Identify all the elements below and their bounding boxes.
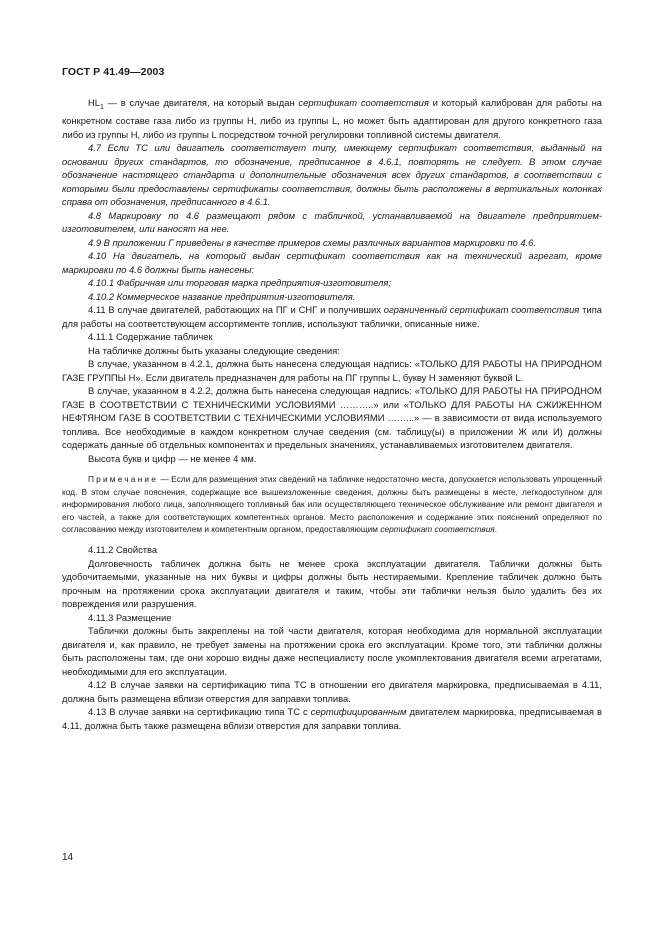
paragraph-text: — в случае двигателя, на который выдан bbox=[103, 97, 299, 108]
italic-term: сертификат соответствия bbox=[298, 97, 429, 108]
paragraph-4-11-2: 4.11.2 Свойства bbox=[88, 544, 158, 556]
paragraph-letter-height: Высота букв и цифр — не менее 4 мм. bbox=[88, 452, 257, 464]
italic-term: ограниченный сертификат соответствия bbox=[383, 304, 580, 316]
italic-text: 4.7 Если ТС или двигатель соответствует типу, имеющему сертификат соответствия, выданный на основании других стандартов, то обозначение, предписанное в 4.6.1, повторять не следует. В этом случае обозначение настоящего стандарта и дополнительные обозначения всех других стандартов, в соответствии с которыми были предоставлены сертификаты соответствия, должны быть расположены в вертикальных колонках справа от обозначения, предписанного в 4.6.1. bbox=[62, 142, 602, 208]
paragraph-text: двигателем маркировка, предписываемая в 4.11, должна быть также размещена вблизи отверстия для заправки топлива. bbox=[62, 706, 602, 731]
paragraph-4-11-3: 4.11.3 Размещение bbox=[88, 611, 172, 623]
hl-symbol: HL bbox=[88, 97, 100, 108]
standard-code-header: ГОСТ Р 41.49—2003 bbox=[62, 66, 165, 78]
paragraph-text: типа для работы на соответствующем ассортименте топлив, используют таблички, описанные ниже. bbox=[62, 304, 602, 329]
paragraph-4-13 bbox=[62, 705, 602, 732]
paragraph-case-4-2-1: В случае, указанном в 4.2.1, должна быть нанесена следующая надпись: «ТОЛЬКО ДЛЯ РАБОТЫ НА ПРИРОДНОМ ГАЗЕ ГРУППЫ H». Если двигатель предназначен для работы на ПГ группы L, букву H заменяют буквой L. bbox=[62, 358, 602, 383]
note-block bbox=[62, 473, 602, 535]
paragraph-hl1 bbox=[62, 96, 602, 141]
paragraph-4-7 bbox=[62, 141, 602, 209]
paragraph-plate-info: На табличке должны быть указаны следующие сведения: bbox=[88, 344, 340, 356]
paragraph-text: и который калиброван для работы на конкретном составе газа либо из группы H, либо из группы L, но может быть адаптирован для другого конкретного газа либо из группы H, либо из группы L посредством точной регулировки топливной системы двигателя. bbox=[62, 97, 602, 140]
note-text: — Если для размещения этих сведений на табличке недостаточно места, допускается использовать упрощенный код. В этом случае пояснения, содержащие все вышеизложенные сведения, должны быть размещены в месте, легкодоступном для информирования любого лица, заполняющего топливный бак или осуществляющего техническое обслуживание или ремонт двигателя и его частей, а также для соответствующих компетентных органов. Место расположения и содержание этих пояснений определяют по согласованию между изготовителем и компетентным органом, предоставляющим bbox=[62, 474, 602, 534]
paragraph-4-10-2 bbox=[62, 290, 602, 304]
italic-text: 4.9 В приложении Г приведены в качестве примеров схемы различных вариантов маркировки по 4.6. bbox=[88, 236, 536, 248]
paragraph-properties: Долговечность табличек должна быть не менее срока эксплуатации двигателя. Таблички должны быть удобочитаемыми, указанные на них буквы и цифры должны быть нестираемыми. Крепление табличек должно быть прочным на протяжении срока эксплуатации двигателя и таким, чтобы эти таблички нельзя было удалить без их повреждения или разрушения. bbox=[62, 557, 602, 610]
paragraph-text: 4.13 В случае заявки на сертификацию типа ТС с bbox=[88, 706, 311, 718]
paragraph-text: 4.11 В случае двигателей, работающих на ПГ и СНГ и получивших bbox=[88, 304, 384, 316]
italic-text: 4.10 На двигатель, на который выдан сертификат соответствия как на технический агрегат, кроме маркировки по 4.6 должны быть нанесены: bbox=[62, 250, 602, 275]
document-body bbox=[62, 96, 602, 732]
paragraph-4-8 bbox=[62, 209, 602, 236]
paragraph-4-9 bbox=[62, 236, 602, 250]
paragraph-4-10 bbox=[62, 249, 602, 276]
paragraph-4-11 bbox=[62, 303, 602, 330]
note-label: Примечание bbox=[88, 474, 159, 485]
italic-text: 4.10.2 Коммерческое название предприятия-изготовителя. bbox=[88, 290, 356, 302]
note-text: . bbox=[494, 524, 498, 534]
paragraph-placement: Таблички должны быть закреплены на той части двигателя, которая необходима для нормальной эксплуатации двигателя и, как правило, не требует замены на протяжении срока его эксплуатации. Кроме того, эти таблички должны быть расположены там, где они хорошо видны даже неспециалисту после укомплектования двигателя всеми агрегатами, необходимыми для его эксплуатации. bbox=[62, 625, 602, 677]
paragraph-4-10-1 bbox=[62, 276, 602, 290]
paragraph-4-11-1: 4.11.1 Содержание табличек bbox=[88, 331, 213, 343]
italic-text: 4.8 Маркировку по 4.6 размещают рядом с табличкой, устанавливаемой на двигателе предприятием-изготовителем, или наносят на нее. bbox=[62, 209, 602, 235]
paragraph-case-4-2-2: В случае, указанном в 4.2.2, должна быть нанесена следующая надпись: «ТОЛЬКО ДЛЯ РАБОТЫ НА ПРИРОДНОМ ГАЗЕ В СООТВЕТСТВИИ С ТЕХНИЧЕСКИМИ УСЛОВИЯМИ ………..» или «ТОЛЬКО ДЛЯ РАБОТЫ НА СЖИЖЕННОМ НЕФТЯНОМ ГАЗЕ В СООТВЕТСТВИИ С ТЕХНИЧЕСКИМИ УСЛОВИЯМИ ……...» — в зависимости от вида используемого топлива. Все необходимые в каждом конкретном случае сведения (см. таблицу(ы) в приложении Ж или И) должны содержать данные об отдельных компонентах и предельных значениях, устанавливаемых изготовителем двигателя. bbox=[62, 385, 602, 451]
italic-term: сертифицированным bbox=[310, 706, 407, 718]
paragraph-4-12: 4.12 В случае заявки на сертификацию типа ТС в отношении его двигателя маркировка, предписываемая в 4.11, должна быть размещена вблизи отверстия для заправки топлива. bbox=[62, 679, 602, 704]
hl-subscript: 1 bbox=[99, 103, 104, 111]
italic-term: сертификат соответствия bbox=[380, 524, 495, 534]
page-number: 14 bbox=[62, 852, 74, 863]
italic-text: 4.10.1 Фабричная или торговая марка предприятия-изготовителя; bbox=[88, 277, 392, 289]
